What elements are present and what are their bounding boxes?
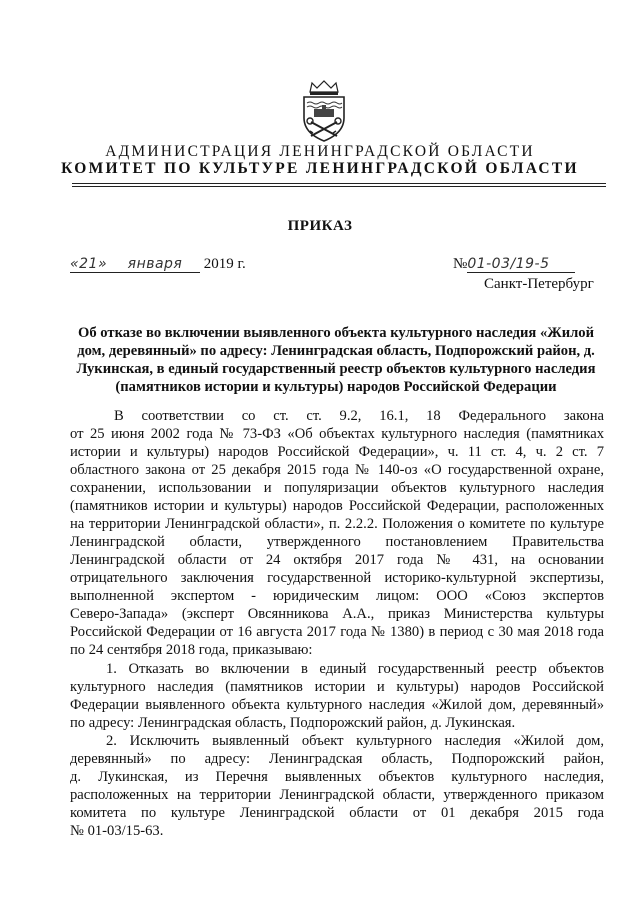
text-line: областного закона от 25 декабря 2015 года № 140-оз «О государственной охране,	[70, 462, 604, 478]
text-line: комитета по культуре Ленинградской области от 01 декабря 2015 года	[70, 805, 604, 821]
text-line: Ленинградской области от 24 октября 2017 года № 431, на основании	[70, 552, 604, 568]
text-line: № 01-03/15-63.	[70, 823, 164, 839]
text-line: сохранении, использовании и популяризации объектов культурного наследия	[70, 480, 604, 496]
text-line: выполненной экспертом - юридическим лицом: ООО «Союз экспертов	[70, 588, 604, 604]
text-line: по адресу: Ленинградская область, Подпорожский район, д. Лукинская.	[70, 715, 516, 731]
text-line: на территории Ленинградской области», п. 2.2.2. Положения о комитете по культуре	[70, 516, 604, 532]
document-type-title: ПРИКАЗ	[287, 218, 353, 234]
number-sign: №	[453, 256, 468, 272]
text-line: расположенных на территории Ленинградской области, утвержденного приказом	[70, 787, 604, 803]
document-number	[453, 256, 575, 273]
order-item-1	[70, 660, 604, 732]
text-line: культурного наследия (памятников истории и культуры) народов Российской	[70, 679, 604, 695]
text-line: Ленинградской области, утвержденного постановлением Правительства	[70, 534, 604, 550]
text-line: Северо-Запада» (эксперт Овсянникова А.А., приказ Министерства культуры	[70, 606, 604, 622]
number-value: 01-03/19-5	[467, 256, 550, 272]
org-name-administration: АДМИНИСТРАЦИЯ ЛЕНИНГРАДСКОЙ ОБЛАСТИ	[105, 143, 535, 160]
text-line: Федерации выявленного объекта культурного наследия «Жилой дом, деревянный»	[70, 697, 604, 713]
text-line: д. Лукинская, из Перечня выявленных объектов культурного наследия,	[70, 769, 604, 785]
date-month: января	[127, 256, 183, 272]
header-divider-thin	[72, 186, 606, 187]
text-line: по 24 сентября 2018 года, приказываю:	[70, 642, 313, 658]
date-day: «21»	[70, 256, 108, 272]
date-year: 2019 г.	[203, 256, 246, 272]
text-line: отрицательного заключения государственной историко-культурной экспертизы,	[70, 570, 604, 586]
preamble-paragraph	[70, 407, 604, 659]
text-line: Российской Федерации от 16 августа 2017 года № 1380) в период с 30 мая 2018 года	[70, 624, 604, 640]
document-date	[70, 256, 246, 273]
coat-of-arms-icon	[298, 80, 350, 142]
document-subject: Об отказе во включении выявленного объекта культурного наследия «Жилой дом, деревянный» по адресу: Ленинградская область, Подпорожский район, д. Лукинская, в единый государственный реестр объектов культурного наследия (памятников истории и культуры) народов Российской Федерации	[76, 325, 596, 395]
document-city: Санкт-Петербург	[484, 276, 594, 292]
text-line: деревянный» по адресу: Ленинградская область, Подпорожский район,	[70, 751, 604, 767]
text-line: от 25 июня 2002 года № 73-ФЗ «Об объектах культурного наследия (памятниках	[70, 426, 604, 442]
text-line: истории и культуры) народов Российской Федерации», ч. 11 ст. 4, ч. 2 ст. 7	[70, 444, 604, 460]
header-divider-thick	[72, 183, 606, 184]
text-line: В соответствии со ст. ст. 9.2, 16.1, 18 Федерального закона	[114, 408, 604, 424]
text-line: 1. Отказать во включении в единый государственный реестр объектов	[106, 661, 604, 677]
text-line: (памятников истории и культуры) народов Российской Федерации, расположенных	[70, 498, 604, 514]
org-name-committee: КОМИТЕТ ПО КУЛЬТУРЕ ЛЕНИНГРАДСКОЙ ОБЛАСТИ	[61, 160, 579, 177]
text-line: 2. Исключить выявленный объект культурного наследия «Жилой дом,	[106, 733, 604, 749]
order-item-2	[70, 732, 604, 840]
